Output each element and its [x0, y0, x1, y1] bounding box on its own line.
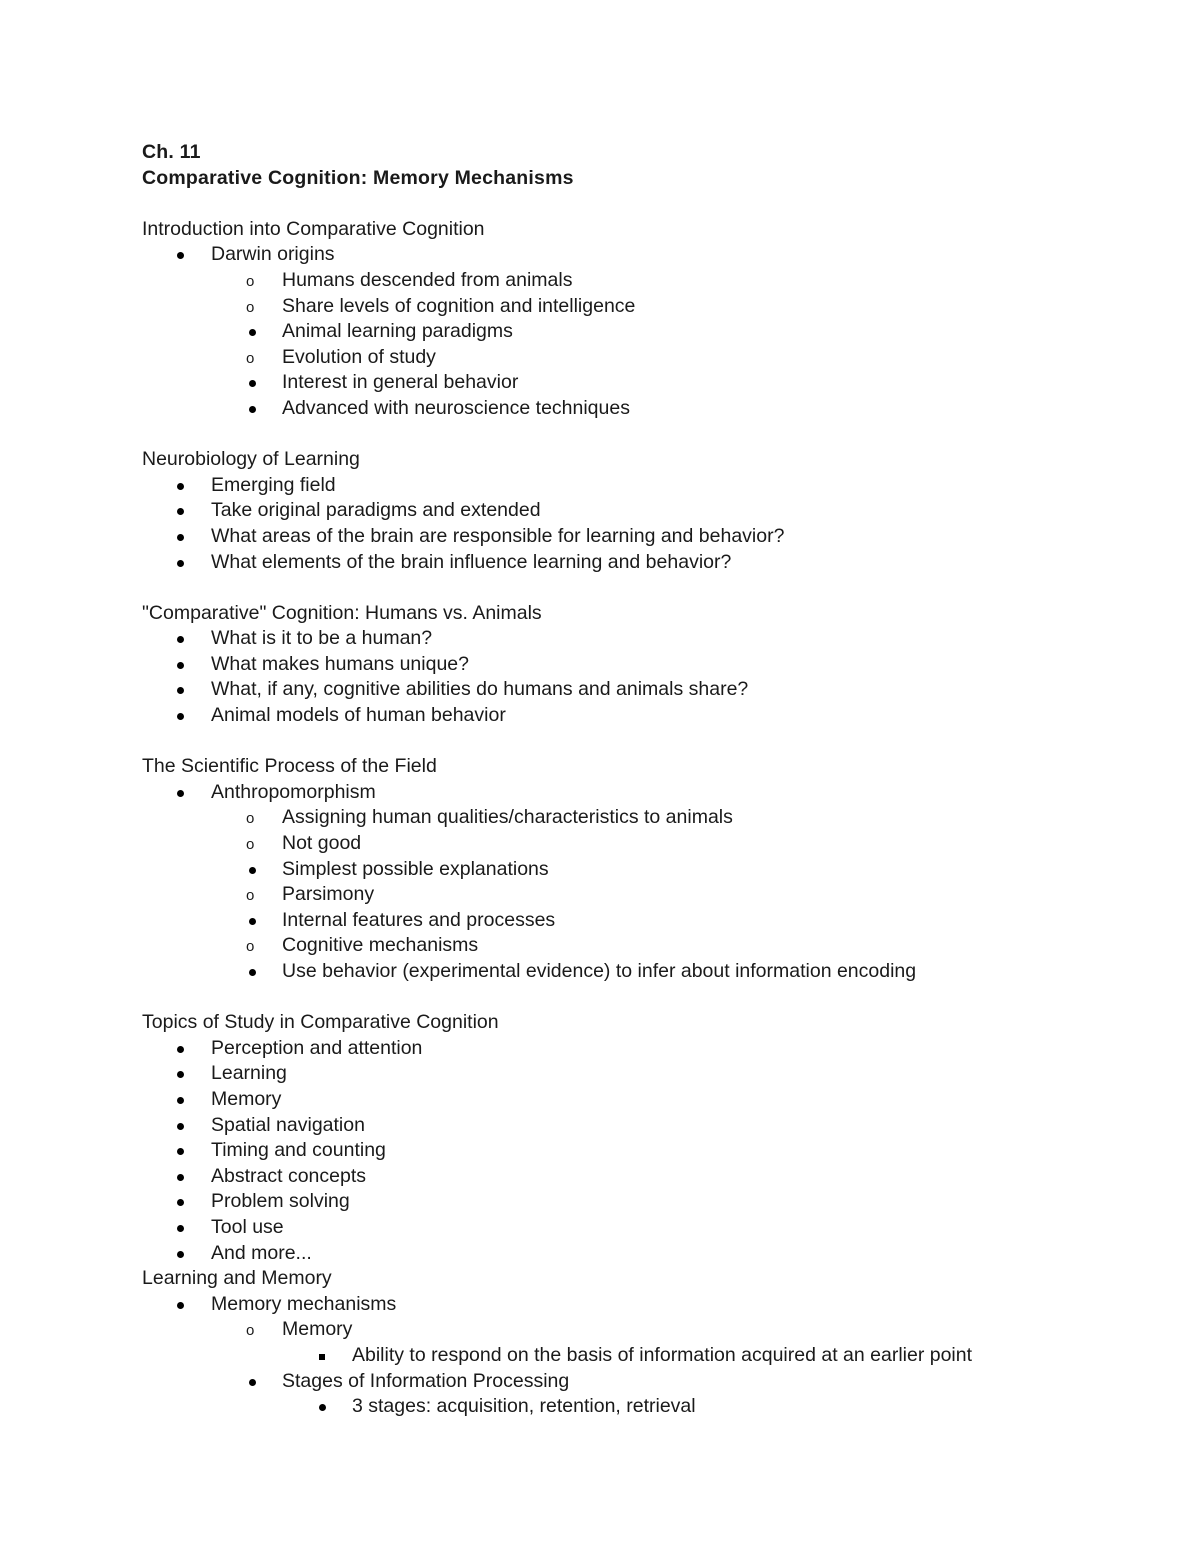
spacer	[142, 191, 1142, 217]
list-item	[142, 626, 1142, 652]
list-item-text: Ability to respond on the basis of information acquired at an earlier point	[352, 1343, 973, 1366]
list-item	[142, 780, 1142, 806]
circle-bullet-icon: o	[246, 887, 255, 905]
list-item-text: Timing and counting	[211, 1139, 386, 1162]
section-heading-text: "Comparative" Cognition: Humans vs. Animals	[142, 601, 542, 624]
list-item	[142, 550, 1142, 576]
section-heading-text: Introduction into Comparative Cognition	[142, 217, 485, 240]
list-item	[142, 831, 1142, 857]
list-item-text: Cognitive mechanisms	[282, 934, 479, 957]
circle-bullet-icon: o	[246, 810, 255, 828]
list-item-text: What areas of the brain are responsible for learning and behavior?	[211, 524, 785, 547]
list-item-text: Animal models of human behavior	[211, 704, 506, 727]
list-item-text: Evolution of study	[282, 345, 436, 368]
list-item-text: Animal learning paradigms	[282, 320, 513, 343]
list-item-text: Problem solving	[211, 1190, 350, 1213]
circle-bullet-icon: o	[246, 938, 255, 956]
section-heading	[142, 217, 1142, 243]
list-item-text: Use behavior (experimental evidence) to infer about information encoding	[282, 960, 917, 982]
list-item-text: Emerging field	[211, 473, 336, 496]
list-item	[142, 1113, 1142, 1139]
list-item-text: Assigning human qualities/characteristics to animals	[282, 806, 733, 829]
list-item	[142, 473, 1142, 499]
chapter-title: Comparative Cognition: Memory Mechanisms	[142, 166, 574, 189]
circle-bullet-icon: o	[246, 298, 255, 316]
list-item-text: Spatial navigation	[211, 1113, 365, 1136]
list-item-text: What is it to be a human?	[211, 627, 433, 650]
document-page	[142, 140, 1142, 1420]
list-item-text: And more...	[211, 1241, 312, 1264]
list-item-text: What makes humans unique?	[211, 652, 469, 675]
list-item	[142, 396, 1142, 422]
list-item	[142, 857, 1142, 883]
section-heading-text: Learning and Memory	[142, 1267, 332, 1290]
list-item-text: Take original paradigms and extended	[211, 499, 541, 522]
list-item	[142, 652, 1142, 678]
circle-bullet-icon: o	[246, 272, 255, 290]
list-item-text: 3 stages: acquisition, retention, retrieval	[352, 1395, 696, 1418]
list-item	[142, 1343, 1142, 1369]
circle-bullet-icon: o	[246, 349, 255, 367]
list-item-text: Anthropomorphism	[211, 780, 376, 803]
circle-bullet-icon: o	[246, 1322, 255, 1340]
section-heading	[142, 1266, 1142, 1292]
section-heading	[142, 754, 1142, 780]
list-item	[142, 677, 1142, 703]
section-heading	[142, 601, 1142, 627]
list-item	[142, 1215, 1142, 1241]
list-item	[142, 1189, 1142, 1215]
circle-bullet-icon: o	[246, 836, 255, 854]
blank-line	[142, 729, 1142, 755]
blank-line	[142, 985, 1142, 1011]
blank-line	[142, 422, 1142, 448]
section-heading	[142, 1010, 1142, 1036]
section-heading-text: The Scientific Process of the Field	[142, 755, 437, 778]
list-item	[142, 498, 1142, 524]
list-item	[142, 1241, 1142, 1267]
chapter-number: Ch. 11	[142, 141, 201, 163]
list-item	[142, 1369, 1142, 1395]
list-item-text: Advanced with neuroscience techniques	[282, 396, 630, 419]
list-item-text: Learning	[211, 1062, 287, 1085]
list-item-text: Interest in general behavior	[282, 371, 519, 394]
list-item-text: Simplest possible explanations	[282, 857, 549, 880]
list-item	[142, 1087, 1142, 1113]
list-item-text: Parsimony	[282, 883, 375, 906]
list-item	[142, 294, 1142, 320]
list-item	[142, 1164, 1142, 1190]
list-item	[142, 933, 1142, 959]
list-item	[142, 959, 1142, 985]
list-item	[142, 908, 1142, 934]
list-item	[142, 319, 1142, 345]
list-item-text: Humans descended from animals	[282, 268, 573, 291]
section-heading	[142, 447, 1142, 473]
blank-line	[142, 575, 1142, 601]
list-item-text: Not good	[282, 832, 362, 855]
list-item	[142, 1394, 1142, 1420]
list-item	[142, 524, 1142, 550]
list-item	[142, 345, 1142, 371]
list-item	[142, 268, 1142, 294]
list-item	[142, 882, 1142, 908]
list-item-text: Perception and attention	[211, 1036, 423, 1059]
list-item-text: What elements of the brain influence learning and behavior?	[211, 550, 732, 573]
list-item-text: Tool use	[211, 1215, 284, 1238]
list-item	[142, 1138, 1142, 1164]
list-item-text: Memory	[211, 1087, 282, 1110]
section-heading-text: Neurobiology of Learning	[142, 448, 360, 471]
list-item-text: Stages of Information Processing	[282, 1369, 570, 1392]
list-item-text: Darwin origins	[211, 243, 335, 266]
list-item	[142, 1292, 1142, 1318]
list-item-text: Abstract concepts	[211, 1164, 366, 1187]
list-item-text: What, if any, cognitive abilities do humans and animals share?	[211, 678, 749, 701]
list-item	[142, 703, 1142, 729]
list-item-text: Share levels of cognition and intelligence	[282, 294, 636, 317]
outline-body	[142, 217, 1142, 1420]
list-item	[142, 805, 1142, 831]
list-item-text: Memory mechanisms	[211, 1292, 397, 1315]
section-heading-text: Topics of Study in Comparative Cognition	[142, 1011, 499, 1034]
list-item	[142, 1317, 1142, 1343]
list-item-text: Memory	[282, 1318, 353, 1341]
list-item-text: Internal features and processes	[282, 908, 556, 931]
list-item	[142, 1036, 1142, 1062]
list-item	[142, 242, 1142, 268]
list-item	[142, 1061, 1142, 1087]
list-item	[142, 370, 1142, 396]
